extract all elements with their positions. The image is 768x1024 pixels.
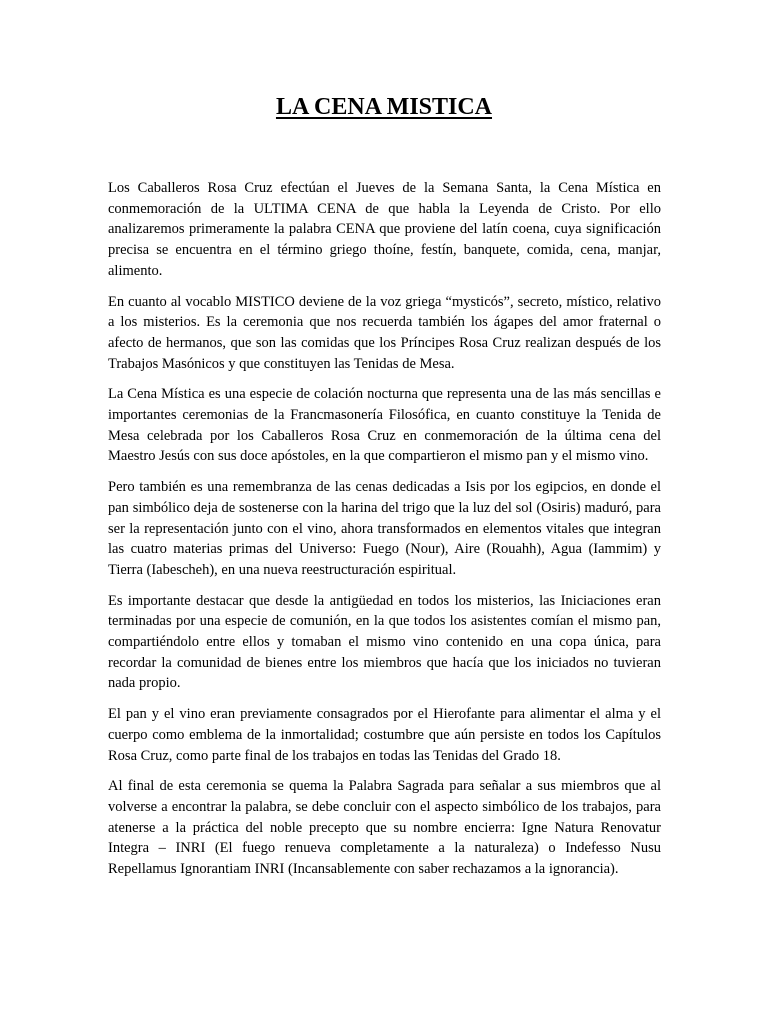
document-body	[108, 178, 661, 890]
paragraph-5: Es importante destacar que desde la antigüedad en todos los misterios, las Iniciaciones eran terminadas por una especie de comunión, en la que todos los asistentes comían el mismo pan, compartiéndolo entre ellos y tomaban el mismo vino contenido en una copa única, para recordar la comunidad de bienes entre los miembros que hacía que los iniciados no tuvieran nada propio.	[108, 592, 661, 692]
paragraph-1: Los Caballeros Rosa Cruz efectúan el Jueves de la Semana Santa, la Cena Mística en conmemoración de la ULTIMA CENA de que habla la Leyenda de Cristo. Por ello analizaremos primeramente la palabra CENA que proviene del latín coena, cuya significación precisa se encuentra en el término griego thoíne, festín, banquete, comida, cena, manjar, alimento.	[108, 180, 661, 279]
paragraph-4: Pero también es una remembranza de las cenas dedicadas a Isis por los egipcios, en donde el pan simbólico deja de sostenerse con la harina del trigo que la luz del sol (Osiris) maduró, para ser la representación junto con el vino, ahora transformados en elementos vitales que integran las cuatro materias primas del Universo: Fuego (Nour), Aire (Rouahh), Agua (Iammim) y Tierra (Iabescheh), en una nueva reestructuración espiritual.	[108, 479, 661, 578]
paragraph-6: El pan y el vino eran previamente consagrados por el Hierofante para alimentar el alma y el cuerpo como emblema de la inmortalidad; costumbre que aún persiste en todos los Capítulos Rosa Cruz, como parte final de los trabajos en todas las Tenidas del Grado 18.	[108, 706, 661, 764]
paragraph-7: Al final de esta ceremonia se quema la Palabra Sagrada para señalar a sus miembros que al volverse a encontrar la palabra, se debe concluir con el aspecto simbólico de los trabajos, para atenerse a la práctica del noble precepto que su nombre encierra: Igne Natura Renovatur Integra – INRI (El fuego renueva completamente a la naturaleza) o Indefesso Nusu Repellamus Ignorantiam INRI (Incansablemente con saber rechazamos a la ignorancia).	[108, 778, 661, 878]
paragraph-2: En cuanto al vocablo MISTICO deviene de la voz griega “mysticós”, secreto, místico, relativo a los misterios. Es la ceremonia que nos recuerda también los ágapes del amor fraternal o afecto de hermanos, que son las comidas que los Príncipes Rosa Cruz realizan después de los Trabajos Masónicos y que constituyen las Tenidas de Mesa.	[108, 293, 661, 372]
paragraph-3: La Cena Mística es una especie de colación nocturna que representa una de las más sencillas e importantes ceremonias de la Francmasonería Filosófica, en cuanto constituye la Tenida de Mesa celebrada por los Caballeros Rosa Cruz en conmemoración de la última cena del Maestro Jesús con sus doce apóstoles, en la que compartieron el mismo pan y el mismo vino.	[108, 386, 661, 465]
document-title: LA CENA MISTICA	[275, 94, 493, 120]
